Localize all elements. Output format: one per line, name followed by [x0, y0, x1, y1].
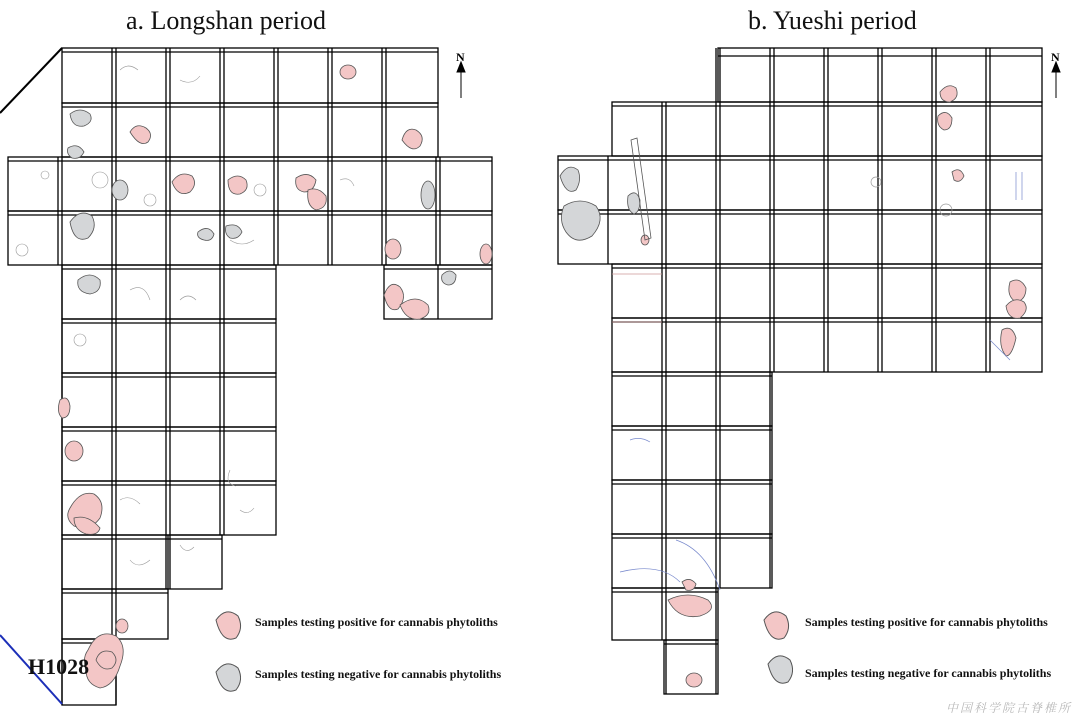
panel-a-title: a. Longshan period	[126, 6, 327, 35]
legend-b-positive-swatch	[764, 612, 789, 639]
panel-b-map	[558, 48, 1042, 694]
legend-a-negative-label: Samples testing negative for cannabis phytoliths	[255, 667, 502, 681]
legend-a-positive-swatch	[216, 612, 241, 639]
north-label-a: N	[456, 50, 465, 64]
legend-b-negative-swatch	[768, 656, 793, 683]
legend-a-negative-swatch	[216, 664, 241, 691]
panel-b-negative-features	[560, 138, 651, 240]
panel-a-outline-traces	[16, 66, 354, 565]
h1028-label: H1028	[28, 654, 90, 679]
north-arrow-a-shape	[457, 62, 465, 98]
legend-b-positive-label: Samples testing positive for cannabis phytoliths	[805, 615, 1048, 629]
panel-a-grid-wide	[8, 157, 492, 265]
panel-b-positive-features	[641, 86, 1026, 687]
panel-b-title: b. Yueshi period	[748, 6, 917, 35]
panel-a-corner-line	[0, 48, 62, 113]
panel-a-negative-features	[68, 110, 457, 294]
legend-a-positive-label: Samples testing positive for cannabis phytoliths	[255, 615, 498, 629]
watermark: 中国科学院古脊椎所	[945, 701, 1072, 715]
north-arrow-b-shape	[1052, 62, 1060, 98]
north-label-b: N	[1051, 50, 1060, 64]
panel-b-outline-traces	[612, 172, 1022, 590]
legend-b-negative-label: Samples testing negative for cannabis phytoliths	[805, 666, 1052, 680]
